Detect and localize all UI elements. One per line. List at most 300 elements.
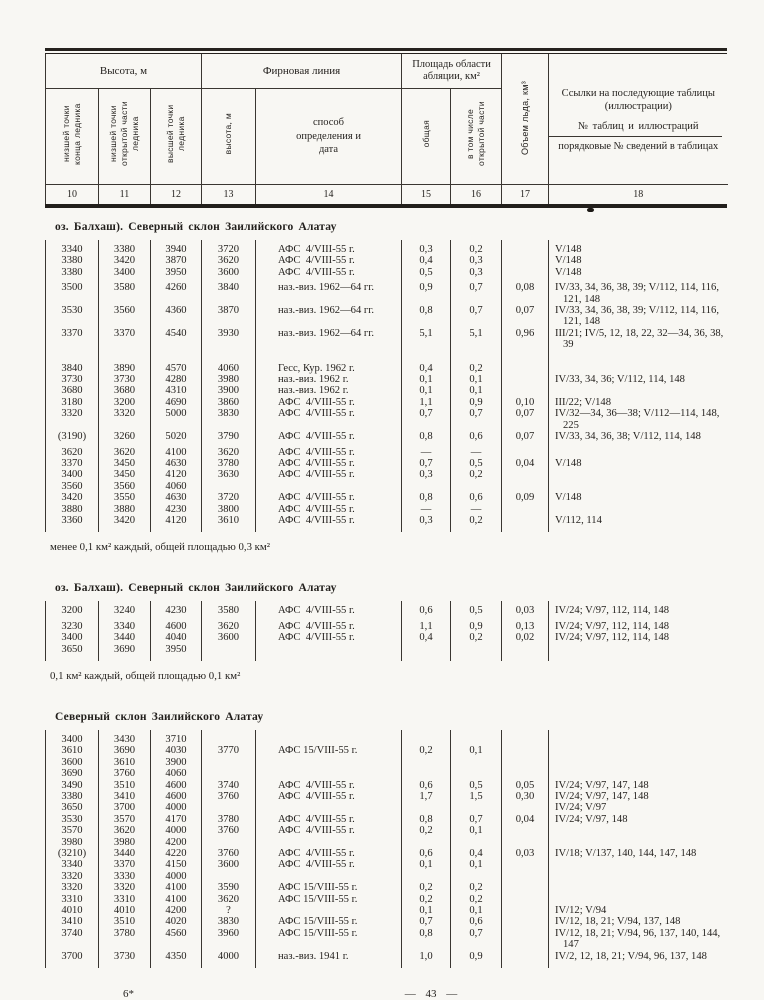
refs-title: Ссылки на последующие таблицы (иллюстрации) xyxy=(561,88,715,112)
cell xyxy=(502,374,549,385)
header-lowest-open-point xyxy=(99,89,151,185)
cell: 3620 xyxy=(202,894,256,905)
cell: 3740 xyxy=(202,780,256,791)
cell: 3360 xyxy=(46,515,99,532)
lowest-end-point-label: низшей точки конца ледника xyxy=(61,103,82,165)
header-highest-point xyxy=(151,89,202,185)
cell xyxy=(502,255,549,266)
cell: 3530 xyxy=(46,305,99,328)
cell xyxy=(502,267,549,278)
cell: 3320 xyxy=(46,408,99,431)
cell xyxy=(256,757,402,768)
header-method-date xyxy=(256,89,402,185)
column-number: 13 xyxy=(202,185,256,205)
table-section xyxy=(45,711,727,968)
cell: 3370 xyxy=(99,328,151,351)
cell: 3690 xyxy=(99,644,151,661)
cell xyxy=(402,768,451,779)
table-row xyxy=(46,351,728,374)
cell: 3570 xyxy=(46,825,99,836)
cell: АФС 4/VIII-55 г. xyxy=(256,632,402,643)
cell xyxy=(402,871,451,882)
cell xyxy=(402,644,451,661)
table-row xyxy=(46,397,728,408)
cell: АФС 4/VIII-55 г. xyxy=(256,458,402,469)
cell: 3930 xyxy=(202,328,256,351)
cell: АФС 4/VIII-55 г. xyxy=(256,504,402,515)
cell: 0,6 xyxy=(402,780,451,791)
cell: 0,3 xyxy=(451,267,502,278)
cell: АФС 4/VIII-55 г. xyxy=(256,515,402,532)
cell: 3550 xyxy=(99,492,151,503)
cell: 3620 xyxy=(99,443,151,458)
cell xyxy=(502,871,549,882)
cell: 3880 xyxy=(46,504,99,515)
ice-volume-label: Объем льда, км³ xyxy=(519,80,530,155)
cell: 0,7 xyxy=(402,458,451,469)
cell: IV/12; V/94 xyxy=(549,905,728,916)
cell: 0,7 xyxy=(451,814,502,825)
cell: 3720 xyxy=(202,240,256,255)
firn-height-label: высота, м xyxy=(223,113,234,155)
cell xyxy=(256,481,402,492)
cell xyxy=(502,928,549,951)
cell: 4230 xyxy=(151,601,202,616)
cell: 3500 xyxy=(46,278,99,305)
cell: IV/24; V/97, 147, 148 xyxy=(549,791,728,802)
cell xyxy=(549,351,728,374)
cell: 3620 xyxy=(99,825,151,836)
cell: 3700 xyxy=(99,802,151,813)
cell: 3830 xyxy=(202,408,256,431)
table-row xyxy=(46,374,728,385)
cell xyxy=(502,768,549,779)
cell: 0,03 xyxy=(502,601,549,616)
cell: 0,10 xyxy=(502,397,549,408)
table-row xyxy=(46,928,728,951)
cell: 0,1 xyxy=(402,905,451,916)
cell: 0,03 xyxy=(502,848,549,859)
cell xyxy=(502,825,549,836)
cell: 1,1 xyxy=(402,617,451,632)
cell: 3330 xyxy=(99,871,151,882)
cell: 4600 xyxy=(151,791,202,802)
header-firn-height xyxy=(202,89,256,185)
cell: 3370 xyxy=(46,458,99,469)
cell: 3370 xyxy=(99,859,151,870)
cell xyxy=(502,730,549,745)
footnote: 0,1 км² каждый, общей площадью 0,1 км² xyxy=(50,669,241,682)
cell: 0,7 xyxy=(402,916,451,927)
cell: 3840 xyxy=(202,278,256,305)
cell xyxy=(549,757,728,768)
cell: 3340 xyxy=(99,617,151,632)
cell: 3870 xyxy=(202,305,256,328)
cell xyxy=(451,730,502,745)
cell: IV/24; V/97, 112, 114, 148 xyxy=(549,601,728,616)
cell: 3340 xyxy=(46,240,99,255)
header-ablation-group xyxy=(402,54,502,89)
header-references xyxy=(549,54,728,185)
table-row xyxy=(46,837,728,848)
table-row xyxy=(46,267,728,278)
cell: 3340 xyxy=(46,859,99,870)
cell: 3730 xyxy=(46,374,99,385)
cell: АФС 4/VIII-55 г. xyxy=(256,408,402,431)
cell: 3310 xyxy=(99,894,151,905)
cell xyxy=(402,481,451,492)
cell: АФС 15/VIII-55 г. xyxy=(256,745,402,756)
cell: 0,5 xyxy=(451,458,502,469)
cell: 3760 xyxy=(202,848,256,859)
cell: 3380 xyxy=(46,267,99,278)
cell: 4630 xyxy=(151,492,202,503)
cell: 0,09 xyxy=(502,492,549,503)
cell: — xyxy=(451,504,502,515)
cell: 4060 xyxy=(151,768,202,779)
cell: 3620 xyxy=(202,255,256,266)
cell: 3180 xyxy=(46,397,99,408)
cell xyxy=(549,894,728,905)
cell: 3730 xyxy=(99,951,151,968)
header-ablation-label: Площадь области абляции, км² xyxy=(412,59,491,82)
table-row xyxy=(46,632,728,643)
cell: АФС 4/VIII-55 г. xyxy=(256,825,402,836)
cell: 0,7 xyxy=(451,278,502,305)
cell: 3240 xyxy=(99,601,151,616)
cell: 0,2 xyxy=(451,469,502,480)
cell: АФС 4/VIII-55 г. xyxy=(256,814,402,825)
cell: 3310 xyxy=(46,894,99,905)
footnote: менее 0,1 км² каждый, общей площадью 0,3 км² xyxy=(50,541,270,554)
cell: 4020 xyxy=(151,916,202,927)
cell: наз.-виз. 1962—64 гг. xyxy=(256,305,402,328)
cell xyxy=(451,837,502,848)
cell: 0,3 xyxy=(451,255,502,266)
cell: 3530 xyxy=(46,814,99,825)
cell: 4560 xyxy=(151,928,202,951)
cell: 3760 xyxy=(202,791,256,802)
table-row xyxy=(46,504,728,515)
cell: 4120 xyxy=(151,469,202,480)
cell: 4000 xyxy=(151,802,202,813)
cell: 3610 xyxy=(202,515,256,532)
cell: IV/33, 34, 36; V/112, 114, 148 xyxy=(549,374,728,385)
cell: 0,9 xyxy=(451,397,502,408)
cell: 4600 xyxy=(151,617,202,632)
section-title: оз. Балхаш). Северный склон Заилийского Алатау xyxy=(55,221,337,233)
cell: — xyxy=(451,443,502,458)
cell: 0,4 xyxy=(402,255,451,266)
cell xyxy=(502,481,549,492)
cell: 4220 xyxy=(151,848,202,859)
cell xyxy=(502,859,549,870)
refs-divider-rule xyxy=(549,136,722,137)
cell: наз.-виз. 1962—64 гг. xyxy=(256,278,402,305)
cell xyxy=(202,644,256,661)
cell: 3980 xyxy=(202,374,256,385)
cell: 4310 xyxy=(151,385,202,396)
cell: — xyxy=(402,504,451,515)
cell: 0,13 xyxy=(502,617,549,632)
cell xyxy=(402,757,451,768)
cell: 0,1 xyxy=(451,374,502,385)
cell xyxy=(502,385,549,396)
cell: 3590 xyxy=(202,882,256,893)
cell: 3560 xyxy=(99,481,151,492)
cell: 3830 xyxy=(202,916,256,927)
cell: 3380 xyxy=(46,255,99,266)
cell: 4150 xyxy=(151,859,202,870)
cell: IV/24; V/97, 112, 114, 148 xyxy=(549,617,728,632)
table-row xyxy=(46,905,728,916)
table-row xyxy=(46,328,728,351)
cell: 0,6 xyxy=(402,848,451,859)
cell: 0,2 xyxy=(402,894,451,905)
cell: 3320 xyxy=(46,882,99,893)
table-row xyxy=(46,458,728,469)
table-row xyxy=(46,431,728,442)
cell: 3780 xyxy=(99,928,151,951)
page-number: — 43 — xyxy=(404,988,458,1000)
cell: 4600 xyxy=(151,780,202,791)
cell: 0,2 xyxy=(451,351,502,374)
cell: 3420 xyxy=(99,515,151,532)
table-row xyxy=(46,814,728,825)
cell: 3560 xyxy=(46,481,99,492)
cell xyxy=(502,905,549,916)
cell: 3600 xyxy=(202,267,256,278)
header-ablation-open xyxy=(451,89,502,185)
table-section xyxy=(45,582,727,682)
cell: 3880 xyxy=(99,504,151,515)
cell: 4000 xyxy=(151,871,202,882)
cell xyxy=(256,768,402,779)
cell: 3720 xyxy=(202,492,256,503)
cell: 0,2 xyxy=(451,240,502,255)
cell: 3950 xyxy=(151,267,202,278)
cell: 0,96 xyxy=(502,328,549,351)
table-row xyxy=(46,859,728,870)
cell: АФС 4/VIII-55 г. xyxy=(256,443,402,458)
cell: 3320 xyxy=(99,408,151,431)
cell xyxy=(549,825,728,836)
table-row xyxy=(46,305,728,328)
cell: V/148 xyxy=(549,255,728,266)
cell xyxy=(256,871,402,882)
cell: наз.-виз. 1962—64 гг. xyxy=(256,328,402,351)
table-row xyxy=(46,481,728,492)
cell xyxy=(502,916,549,927)
cell xyxy=(502,443,549,458)
cell xyxy=(549,859,728,870)
table-row xyxy=(46,825,728,836)
cell: ? xyxy=(202,905,256,916)
table-row xyxy=(46,882,728,893)
cell: 3380 xyxy=(99,240,151,255)
cell: 4630 xyxy=(151,458,202,469)
cell: 0,9 xyxy=(451,617,502,632)
cell: АФС 4/VIII-55 г. xyxy=(256,780,402,791)
cell: 3690 xyxy=(99,745,151,756)
lowest-open-point-label: низшей точки открытой части ледника xyxy=(108,101,140,167)
cell: V/112, 114 xyxy=(549,515,728,532)
cell: 3960 xyxy=(202,928,256,951)
cell xyxy=(549,644,728,661)
table-header xyxy=(45,54,728,204)
cell: АФС 4/VIII-55 г. xyxy=(256,791,402,802)
cell xyxy=(549,730,728,745)
cell: 3510 xyxy=(99,780,151,791)
ablation-open-label: в том числе открытой части xyxy=(465,101,487,167)
cell xyxy=(549,385,728,396)
table-row xyxy=(46,951,728,968)
cell: 3650 xyxy=(46,644,99,661)
header-ice-volume xyxy=(502,54,549,185)
cell: IV/18; V/137, 140, 144, 147, 148 xyxy=(549,848,728,859)
signature-mark: 6* xyxy=(123,988,134,1000)
cell xyxy=(202,730,256,745)
cell: наз.-виз. 1962 г. xyxy=(256,374,402,385)
header-ablation-total xyxy=(402,89,451,185)
data-block xyxy=(45,601,728,661)
cell: 4030 xyxy=(151,745,202,756)
data-block xyxy=(45,240,728,532)
cell: 3610 xyxy=(46,745,99,756)
cell: 0,3 xyxy=(402,240,451,255)
cell: IV/12, 18, 21; V/94, 137, 148 xyxy=(549,916,728,927)
table-row xyxy=(46,644,728,661)
cell: АФС 15/VIII-55 г. xyxy=(256,882,402,893)
cell xyxy=(202,802,256,813)
cell: АФС 4/VIII-55 г. xyxy=(256,469,402,480)
header-lowest-end-point xyxy=(46,89,99,185)
cell: 0,8 xyxy=(402,431,451,442)
cell: 1,5 xyxy=(451,791,502,802)
cell: наз.-виз. 1941 г. xyxy=(256,951,402,968)
cell: 0,2 xyxy=(451,894,502,905)
table-row xyxy=(46,802,728,813)
cell: 0,7 xyxy=(451,928,502,951)
cell: 0,2 xyxy=(451,515,502,532)
cell xyxy=(549,504,728,515)
column-number: 12 xyxy=(151,185,202,205)
cell: 3620 xyxy=(46,443,99,458)
table-row xyxy=(46,601,728,616)
cell: 4200 xyxy=(151,905,202,916)
column-number: 16 xyxy=(451,185,502,205)
cell xyxy=(549,768,728,779)
ablation-total-label: общая xyxy=(420,120,431,148)
cell: 3320 xyxy=(99,882,151,893)
cell: 3650 xyxy=(46,802,99,813)
cell: IV/24; V/97 xyxy=(549,802,728,813)
cell: V/148 xyxy=(549,492,728,503)
cell: 0,07 xyxy=(502,305,549,328)
cell: 0,1 xyxy=(451,385,502,396)
cell xyxy=(451,481,502,492)
cell: 3440 xyxy=(99,848,151,859)
cell: III/22; V/148 xyxy=(549,397,728,408)
cell: 0,6 xyxy=(451,431,502,442)
cell: 3400 xyxy=(46,632,99,643)
cell: Гесс, Кур. 1962 г. xyxy=(256,351,402,374)
cell xyxy=(451,802,502,813)
cell xyxy=(502,240,549,255)
cell xyxy=(402,837,451,848)
cell: АФС 4/VIII-55 г. xyxy=(256,267,402,278)
glacier-table xyxy=(45,48,727,1000)
cell xyxy=(502,837,549,848)
cell: 0,2 xyxy=(451,632,502,643)
cell: 3410 xyxy=(46,916,99,927)
cell xyxy=(549,837,728,848)
cell: АФС 15/VIII-55 г. xyxy=(256,916,402,927)
cell: 3800 xyxy=(202,504,256,515)
cell: наз.-виз. 1962 г. xyxy=(256,385,402,396)
table-row xyxy=(46,745,728,756)
cell: 1,7 xyxy=(402,791,451,802)
table-row xyxy=(46,916,728,927)
table-row xyxy=(46,848,728,859)
cell: 3200 xyxy=(46,601,99,616)
method-date-label: способ определения и дата xyxy=(296,117,361,155)
cell: АФС 4/VIII-55 г. xyxy=(256,859,402,870)
cell xyxy=(451,757,502,768)
table-row xyxy=(46,469,728,480)
table-row xyxy=(46,780,728,791)
cell: (3210) xyxy=(46,848,99,859)
table-row xyxy=(46,492,728,503)
cell: 3940 xyxy=(151,240,202,255)
table-row xyxy=(46,871,728,882)
cell xyxy=(502,504,549,515)
cell: 0,05 xyxy=(502,780,549,791)
cell: 3380 xyxy=(46,791,99,802)
header-firn-group: Фирновая линия xyxy=(202,54,402,89)
column-number: 14 xyxy=(256,185,402,205)
cell: 0,02 xyxy=(502,632,549,643)
cell: 4120 xyxy=(151,515,202,532)
section-title: Северный склон Заилийского Алатау xyxy=(55,710,264,723)
cell: 3780 xyxy=(202,458,256,469)
table-section xyxy=(45,221,727,553)
cell: АФС 4/VIII-55 г. xyxy=(256,431,402,442)
cell: 4260 xyxy=(151,278,202,305)
cell: 5000 xyxy=(151,408,202,431)
cell: 0,4 xyxy=(402,351,451,374)
cell: 4010 xyxy=(46,905,99,916)
cell: — xyxy=(402,443,451,458)
cell: 3430 xyxy=(99,730,151,745)
cell: 3700 xyxy=(46,951,99,968)
column-number: 11 xyxy=(99,185,151,205)
cell xyxy=(256,802,402,813)
cell: АФС 4/VIII-55 г. xyxy=(256,617,402,632)
cell: 4230 xyxy=(151,504,202,515)
cell xyxy=(549,745,728,756)
cell xyxy=(502,515,549,532)
cell: 4540 xyxy=(151,328,202,351)
cell: IV/33, 34, 36, 38, 39; V/112, 114, 116, 121, 148 xyxy=(549,305,728,328)
cell: 3980 xyxy=(46,837,99,848)
cell: 0,4 xyxy=(451,848,502,859)
cell xyxy=(502,894,549,905)
cell: V/148 xyxy=(549,240,728,255)
table-row xyxy=(46,408,728,431)
cell xyxy=(451,871,502,882)
table-body-sections xyxy=(45,221,727,968)
